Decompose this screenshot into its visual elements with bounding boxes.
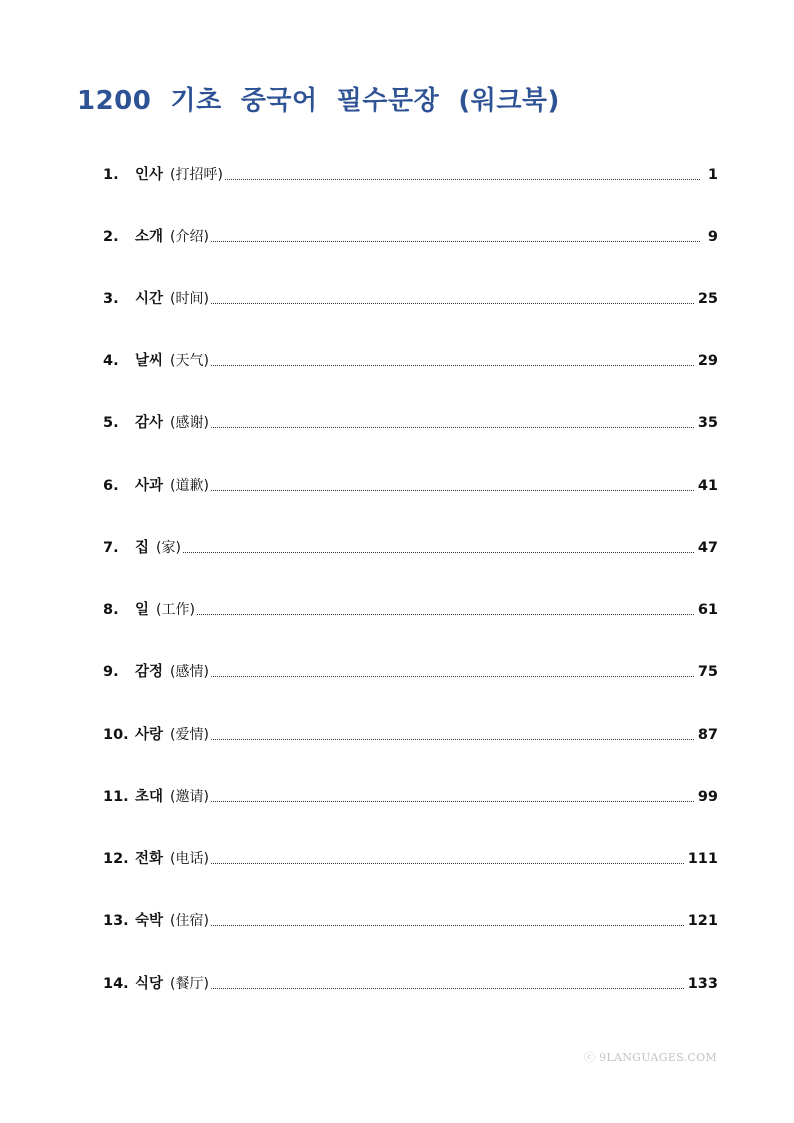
toc-entry-page-number: 87 <box>697 727 718 743</box>
toc-entry-number: 2. <box>103 229 119 245</box>
dot-leader <box>211 364 694 366</box>
dot-leader <box>211 240 700 242</box>
toc-entry-page-number: 111 <box>687 851 718 867</box>
dot-leader <box>211 426 694 428</box>
toc-entry-number: 10. <box>103 727 129 743</box>
toc-entry-korean-title: 초대 <box>135 789 164 805</box>
toc-entry[interactable] <box>103 287 718 311</box>
toc-entry[interactable] <box>103 536 718 560</box>
toc-entry[interactable] <box>103 598 718 622</box>
toc-entry-page-number: 47 <box>697 540 718 556</box>
toc-entry-korean-title: 집 <box>135 540 150 556</box>
dot-leader <box>183 551 694 553</box>
page-title: 1200 기초 중국어 필수문장 (워크북) <box>77 86 560 116</box>
toc-entry-number: 13. <box>103 913 129 929</box>
toc-entry-number: 11. <box>103 789 129 805</box>
toc-entry-korean-title: 시간 <box>135 291 164 307</box>
toc-entry[interactable] <box>103 972 718 996</box>
dot-leader <box>211 489 694 491</box>
toc-entry-page-number: 99 <box>697 789 718 805</box>
toc-entry-chinese-title: (住宿) <box>170 913 209 929</box>
toc-entry-chinese-title: (邀请) <box>170 789 209 805</box>
dot-leader <box>211 738 694 740</box>
toc-entry-page-number: 133 <box>687 976 718 992</box>
toc-entry-chinese-title: (餐厅) <box>170 976 209 992</box>
toc-entry-chinese-title: (感谢) <box>170 415 209 431</box>
toc-entry-chinese-title: (天气) <box>170 353 209 369</box>
toc-entry-chinese-title: (家) <box>156 540 181 556</box>
toc-entry-chinese-title: (道歉) <box>170 478 209 494</box>
toc-entry[interactable] <box>103 785 718 809</box>
toc-entry-korean-title: 날씨 <box>135 353 164 369</box>
toc-entry-korean-title: 소개 <box>135 229 164 245</box>
dot-leader <box>211 800 694 802</box>
toc-entry-korean-title: 감정 <box>135 664 164 680</box>
toc-entry-page-number: 61 <box>697 602 718 618</box>
toc-entry[interactable] <box>103 909 718 933</box>
dot-leader <box>211 302 694 304</box>
toc-entry-page-number: 1 <box>707 167 718 183</box>
toc-entry-chinese-title: (感情) <box>170 664 209 680</box>
toc-entry-chinese-title: (打招呼) <box>170 167 223 183</box>
toc-entry[interactable] <box>103 163 718 187</box>
toc-entry[interactable] <box>103 847 718 871</box>
toc-entry-page-number: 35 <box>697 415 718 431</box>
toc-entry-korean-title: 인사 <box>135 167 164 183</box>
toc-entry[interactable] <box>103 349 718 373</box>
toc-entry-page-number: 29 <box>697 353 718 369</box>
toc-entry-korean-title: 사과 <box>135 478 164 494</box>
toc-entry[interactable] <box>103 225 718 249</box>
toc-entry-chinese-title: (介绍) <box>170 229 209 245</box>
toc-entry-number: 1. <box>103 167 119 183</box>
dot-leader <box>225 178 700 180</box>
toc-entry[interactable] <box>103 723 718 747</box>
toc-entry-korean-title: 전화 <box>135 851 164 867</box>
toc-entry-korean-title: 식당 <box>135 976 164 992</box>
toc-entry-page-number: 25 <box>697 291 718 307</box>
toc-entry-number: 3. <box>103 291 119 307</box>
toc-entry-chinese-title: (电话) <box>170 851 209 867</box>
toc-entry-page-number: 121 <box>687 913 718 929</box>
toc-entry-page-number: 41 <box>697 478 718 494</box>
toc-entry-number: 5. <box>103 415 119 431</box>
toc-entry-number: 4. <box>103 353 119 369</box>
dot-leader <box>211 862 684 864</box>
toc-entry-number: 8. <box>103 602 119 618</box>
toc-entry-page-number: 75 <box>697 664 718 680</box>
toc-entry-korean-title: 사랑 <box>135 727 164 743</box>
dot-leader <box>211 675 694 677</box>
toc-entry-number: 14. <box>103 976 129 992</box>
toc-entry-korean-title: 일 <box>135 602 150 618</box>
toc-entry[interactable] <box>103 411 718 435</box>
toc-entry[interactable] <box>103 474 718 498</box>
toc-entry-number: 12. <box>103 851 129 867</box>
copyright-footer: ⓒ 9LANGUAGES.COM <box>584 1051 717 1064</box>
toc-entry-korean-title: 숙박 <box>135 913 164 929</box>
dot-leader <box>197 613 694 615</box>
toc-entry-chinese-title: (时间) <box>170 291 209 307</box>
toc-entry[interactable] <box>103 660 718 684</box>
toc-entry-korean-title: 감사 <box>135 415 164 431</box>
dot-leader <box>211 924 684 926</box>
toc-entry-number: 7. <box>103 540 119 556</box>
toc-entry-chinese-title: (工作) <box>156 602 195 618</box>
toc-entry-chinese-title: (爱情) <box>170 727 209 743</box>
toc-entry-number: 9. <box>103 664 119 680</box>
dot-leader <box>211 987 684 989</box>
toc-entry-page-number: 9 <box>707 229 718 245</box>
toc-entry-number: 6. <box>103 478 119 494</box>
